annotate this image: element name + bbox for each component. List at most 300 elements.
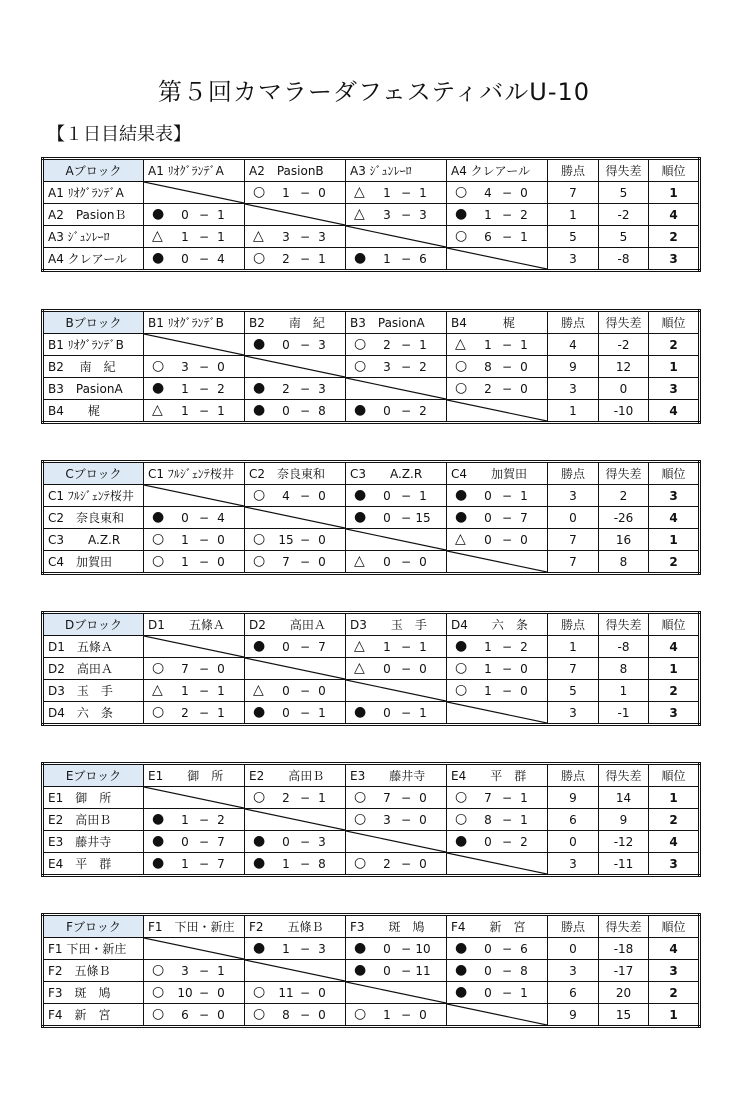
match-result-cell	[144, 551, 245, 574]
score-dash: −	[299, 857, 311, 871]
team-row-label: E3 藤井寺	[43, 831, 144, 853]
table-row	[43, 507, 700, 529]
score-against: 2	[520, 208, 528, 222]
block-table	[41, 762, 701, 877]
table-row	[43, 853, 700, 876]
team-row-label: E2 高田Ｂ	[43, 809, 144, 831]
score-dash: −	[400, 186, 412, 200]
score-against: 0	[217, 360, 225, 374]
score-dash: −	[198, 382, 210, 396]
match-result-cell	[245, 378, 346, 400]
result-symbol: △	[152, 228, 163, 244]
match-result-cell	[144, 809, 245, 831]
team-column-header: F2 五條Ｂ	[245, 915, 346, 938]
stat-column-header: 順位	[649, 764, 700, 787]
team-column-header: E3 藤井寺	[346, 764, 447, 787]
score-for: 2	[282, 382, 290, 396]
score-dash: −	[501, 942, 513, 956]
result-symbol: ●	[253, 940, 266, 956]
result-symbol: ○	[455, 184, 468, 200]
points-cell: 6	[548, 982, 599, 1004]
result-symbol: ○	[455, 811, 468, 827]
match-result-cell	[245, 182, 346, 204]
match-result-cell	[245, 787, 346, 809]
team-row-label: B1 ﾘｵｸﾞﾗﾝﾃﾞB	[43, 334, 144, 356]
points-cell: 5	[548, 226, 599, 248]
score-against: 4	[217, 511, 225, 525]
match-result-cell	[346, 658, 447, 680]
points-cell: 0	[548, 507, 599, 529]
score-dash: −	[198, 533, 210, 547]
result-symbol: ●	[253, 833, 266, 849]
score-dash: −	[501, 360, 513, 374]
score-for: 8	[484, 360, 492, 374]
rank-cell: 2	[649, 982, 700, 1004]
match-result-cell	[346, 809, 447, 831]
match-result-cell	[245, 982, 346, 1004]
result-symbol: ○	[253, 789, 266, 805]
match-result-cell	[144, 680, 245, 702]
result-symbol: ○	[455, 789, 468, 805]
score-for: 1	[484, 208, 492, 222]
team-row-label: F1 下田・新庄	[43, 938, 144, 960]
score-for: 6	[181, 1008, 189, 1022]
goal-diff-cell: -10	[599, 400, 649, 423]
score-dash: −	[299, 252, 311, 266]
score-for: 2	[383, 338, 391, 352]
rank-cell: 1	[649, 1004, 700, 1027]
match-result-cell	[144, 400, 245, 423]
block-label: Dブロック	[43, 613, 144, 636]
score-against: 1	[318, 252, 326, 266]
result-symbol: ●	[253, 402, 266, 418]
result-symbol: ●	[152, 833, 165, 849]
match-result-cell	[245, 334, 346, 356]
score-against: 15	[415, 511, 431, 525]
goal-diff-cell: 8	[599, 551, 649, 574]
score-for: 0	[383, 964, 391, 978]
score-against: 0	[520, 533, 528, 547]
self-match-cell	[447, 1004, 548, 1027]
match-result-cell	[447, 204, 548, 226]
score-dash: −	[299, 640, 311, 654]
score-dash: −	[198, 813, 210, 827]
score-for: 1	[484, 684, 492, 698]
score-against: 1	[419, 338, 427, 352]
team-column-header: B4 梶	[447, 311, 548, 334]
rank-cell: 1	[649, 658, 700, 680]
result-symbol: ○	[152, 531, 165, 547]
stat-column-header: 順位	[649, 462, 700, 485]
stat-column-header: 勝点	[548, 159, 599, 182]
match-result-cell	[144, 658, 245, 680]
points-cell: 7	[548, 182, 599, 204]
score-dash: −	[501, 640, 513, 654]
score-for: 0	[383, 942, 391, 956]
table-row	[43, 1004, 700, 1027]
result-symbol: ●	[455, 206, 468, 222]
match-result-cell	[245, 400, 346, 423]
score-for: 2	[383, 857, 391, 871]
score-for: 2	[484, 382, 492, 396]
match-result-cell	[245, 680, 346, 702]
self-match-cell	[346, 529, 447, 551]
result-symbol: ●	[455, 509, 468, 525]
match-result-cell	[447, 982, 548, 1004]
score-dash: −	[198, 360, 210, 374]
score-for: 0	[282, 404, 290, 418]
result-symbol: △	[354, 638, 365, 654]
goal-diff-cell: 15	[599, 1004, 649, 1027]
score-against: 0	[520, 186, 528, 200]
score-against: 0	[520, 382, 528, 396]
team-column-header: D3 玉 手	[346, 613, 447, 636]
team-row-label: E1 御 所	[43, 787, 144, 809]
score-for: 0	[484, 511, 492, 525]
score-dash: −	[501, 835, 513, 849]
self-match-cell	[447, 248, 548, 271]
result-symbol: △	[354, 206, 365, 222]
score-against: 2	[520, 640, 528, 654]
score-against: 1	[419, 186, 427, 200]
block-table	[41, 309, 701, 424]
score-dash: −	[400, 813, 412, 827]
score-for: 0	[282, 640, 290, 654]
match-result-cell	[346, 853, 447, 876]
result-symbol: ○	[253, 487, 266, 503]
result-symbol: ○	[455, 682, 468, 698]
score-against: 1	[217, 706, 225, 720]
score-dash: −	[299, 706, 311, 720]
rank-cell: 1	[649, 356, 700, 378]
result-symbol: ●	[354, 940, 367, 956]
goal-diff-cell: -2	[599, 334, 649, 356]
rank-cell: 4	[649, 938, 700, 960]
score-dash: −	[501, 662, 513, 676]
result-symbol: ●	[354, 402, 367, 418]
result-symbol: △	[455, 531, 466, 547]
result-symbol: ●	[152, 206, 165, 222]
score-against: 0	[318, 555, 326, 569]
match-result-cell	[144, 831, 245, 853]
result-symbol: ●	[152, 250, 165, 266]
match-result-cell	[447, 356, 548, 378]
score-for: 3	[282, 230, 290, 244]
team-column-header: C2 奈良東和	[245, 462, 346, 485]
score-against: 2	[217, 813, 225, 827]
points-cell: 7	[548, 529, 599, 551]
team-row-label: A1 ﾘｵｸﾞﾗﾝﾃﾞA	[43, 182, 144, 204]
result-symbol: ○	[354, 789, 367, 805]
score-against: 2	[419, 360, 427, 374]
score-dash: −	[400, 208, 412, 222]
stat-column-header: 順位	[649, 159, 700, 182]
score-for: 2	[282, 252, 290, 266]
score-against: 0	[318, 186, 326, 200]
team-column-header: D1 五條Ａ	[144, 613, 245, 636]
block-table	[41, 460, 701, 575]
team-row-label: A4 クレアール	[43, 248, 144, 271]
match-result-cell	[346, 938, 447, 960]
score-against: 1	[520, 489, 528, 503]
score-for: 1	[383, 640, 391, 654]
team-column-header: E2 高田Ｂ	[245, 764, 346, 787]
team-column-header: C1 ﾌﾙｼﾞｪﾝﾃ桜井	[144, 462, 245, 485]
score-dash: −	[400, 640, 412, 654]
score-against: 0	[318, 986, 326, 1000]
table-row	[43, 658, 700, 680]
score-against: 0	[217, 662, 225, 676]
points-cell: 3	[548, 248, 599, 271]
score-against: 0	[318, 1008, 326, 1022]
team-row-label: F3 斑 鳩	[43, 982, 144, 1004]
stat-column-header: 得失差	[599, 159, 649, 182]
block-header-row	[43, 462, 700, 485]
team-row-label: A2 PasionＢ	[43, 204, 144, 226]
score-for: 10	[177, 986, 193, 1000]
score-for: 0	[383, 662, 391, 676]
self-match-cell	[245, 356, 346, 378]
rank-cell: 2	[649, 334, 700, 356]
result-symbol: ○	[354, 358, 367, 374]
points-cell: 6	[548, 809, 599, 831]
team-column-header: A1 ﾘｵｸﾞﾗﾝﾃﾞA	[144, 159, 245, 182]
table-row	[43, 529, 700, 551]
score-dash: −	[198, 684, 210, 698]
team-column-header: F1 下田・新庄	[144, 915, 245, 938]
result-symbol: ○	[253, 553, 266, 569]
score-dash: −	[501, 382, 513, 396]
result-symbol: ●	[455, 638, 468, 654]
team-column-header: B1 ﾘｵｸﾞﾗﾝﾃﾞB	[144, 311, 245, 334]
result-symbol: ●	[152, 509, 165, 525]
goal-diff-cell: -17	[599, 960, 649, 982]
goal-diff-cell: 16	[599, 529, 649, 551]
result-symbol: △	[253, 682, 264, 698]
score-against: 6	[520, 942, 528, 956]
score-against: 1	[419, 640, 427, 654]
score-for: 1	[181, 382, 189, 396]
result-symbol: ○	[253, 250, 266, 266]
score-for: 1	[181, 533, 189, 547]
goal-diff-cell: 5	[599, 182, 649, 204]
match-result-cell	[245, 551, 346, 574]
result-symbol: ○	[253, 531, 266, 547]
score-dash: −	[299, 186, 311, 200]
team-column-header: E4 平 群	[447, 764, 548, 787]
rank-cell: 3	[649, 960, 700, 982]
score-dash: −	[198, 706, 210, 720]
score-against: 3	[318, 835, 326, 849]
points-cell: 9	[548, 1004, 599, 1027]
block-header-row	[43, 915, 700, 938]
result-symbol: ○	[152, 1006, 165, 1022]
score-against: 1	[318, 706, 326, 720]
stat-column-header: 得失差	[599, 915, 649, 938]
team-column-header: A4 クレアール	[447, 159, 548, 182]
stat-column-header: 順位	[649, 613, 700, 636]
self-match-cell	[245, 658, 346, 680]
rank-cell: 3	[649, 248, 700, 271]
score-for: 0	[383, 706, 391, 720]
goal-diff-cell: -2	[599, 204, 649, 226]
score-for: 0	[484, 489, 492, 503]
match-result-cell	[346, 248, 447, 271]
rank-cell: 3	[649, 378, 700, 400]
result-symbol: ○	[354, 855, 367, 871]
score-for: 0	[484, 942, 492, 956]
match-result-cell	[447, 938, 548, 960]
match-result-cell	[346, 485, 447, 507]
goal-diff-cell: 1	[599, 680, 649, 702]
score-against: 1	[419, 706, 427, 720]
score-against: 1	[419, 489, 427, 503]
score-against: 1	[217, 208, 225, 222]
points-cell: 7	[548, 658, 599, 680]
team-row-label: C4 加賀田	[43, 551, 144, 574]
score-for: 0	[181, 208, 189, 222]
result-symbol: ●	[455, 487, 468, 503]
score-dash: −	[299, 555, 311, 569]
score-for: 15	[278, 533, 294, 547]
score-for: 1	[181, 404, 189, 418]
score-dash: −	[299, 489, 311, 503]
score-dash: −	[299, 338, 311, 352]
points-cell: 3	[548, 378, 599, 400]
table-row	[43, 182, 700, 204]
table-row	[43, 551, 700, 574]
results-subtitle: 【１日目結果表】	[47, 124, 191, 145]
table-row	[43, 334, 700, 356]
score-for: 1	[484, 338, 492, 352]
score-against: 6	[419, 252, 427, 266]
team-column-header: B2 南 紀	[245, 311, 346, 334]
block-label: Eブロック	[43, 764, 144, 787]
block-table	[41, 913, 701, 1028]
team-column-header: A2 PasionB	[245, 159, 346, 182]
score-for: 7	[181, 662, 189, 676]
score-against: 1	[217, 684, 225, 698]
table-row	[43, 356, 700, 378]
score-against: 1	[520, 338, 528, 352]
block-label: Cブロック	[43, 462, 144, 485]
match-result-cell	[346, 960, 447, 982]
match-result-cell	[447, 334, 548, 356]
score-dash: −	[501, 230, 513, 244]
match-result-cell	[447, 960, 548, 982]
table-row	[43, 787, 700, 809]
score-against: 0	[419, 791, 427, 805]
goal-diff-cell: 0	[599, 378, 649, 400]
score-dash: −	[501, 791, 513, 805]
table-row	[43, 204, 700, 226]
score-against: 8	[520, 964, 528, 978]
score-against: 0	[318, 684, 326, 698]
team-column-header: F4 新 宮	[447, 915, 548, 938]
score-for: 0	[181, 835, 189, 849]
self-match-cell	[447, 400, 548, 423]
self-match-cell	[245, 809, 346, 831]
block-label: Aブロック	[43, 159, 144, 182]
result-symbol: ●	[354, 509, 367, 525]
score-for: 3	[383, 360, 391, 374]
table-row	[43, 809, 700, 831]
score-dash: −	[299, 791, 311, 805]
goal-diff-cell: 20	[599, 982, 649, 1004]
match-result-cell	[447, 182, 548, 204]
match-result-cell	[245, 529, 346, 551]
team-row-label: C3 A.Z.R	[43, 529, 144, 551]
match-result-cell	[245, 938, 346, 960]
team-column-header: D2 高田Ａ	[245, 613, 346, 636]
match-result-cell	[346, 182, 447, 204]
match-result-cell	[144, 248, 245, 271]
match-result-cell	[346, 787, 447, 809]
score-for: 7	[282, 555, 290, 569]
score-dash: −	[400, 511, 412, 525]
self-match-cell	[447, 853, 548, 876]
score-dash: −	[501, 986, 513, 1000]
goal-diff-cell: -18	[599, 938, 649, 960]
score-for: 1	[181, 813, 189, 827]
team-column-header: D4 六 条	[447, 613, 548, 636]
block-header-row	[43, 159, 700, 182]
score-against: 7	[217, 835, 225, 849]
score-for: 1	[383, 1008, 391, 1022]
score-against: 11	[415, 964, 431, 978]
score-for: 1	[282, 186, 290, 200]
stat-column-header: 勝点	[548, 311, 599, 334]
score-against: 0	[520, 662, 528, 676]
table-row	[43, 400, 700, 423]
table-row	[43, 982, 700, 1004]
rank-cell: 4	[649, 831, 700, 853]
stat-column-header: 勝点	[548, 613, 599, 636]
block-header-row	[43, 311, 700, 334]
score-dash: −	[198, 857, 210, 871]
goal-diff-cell: 8	[599, 658, 649, 680]
score-dash: −	[400, 404, 412, 418]
match-result-cell	[144, 982, 245, 1004]
table-row	[43, 226, 700, 248]
score-for: 0	[383, 489, 391, 503]
table-row	[43, 702, 700, 725]
score-for: 0	[383, 404, 391, 418]
score-for: 3	[383, 208, 391, 222]
team-column-header: E1 御 所	[144, 764, 245, 787]
score-dash: −	[501, 511, 513, 525]
stat-column-header: 勝点	[548, 915, 599, 938]
score-for: 0	[181, 252, 189, 266]
stat-column-header: 得失差	[599, 462, 649, 485]
score-against: 0	[419, 857, 427, 871]
score-against: 0	[419, 662, 427, 676]
score-against: 10	[415, 942, 431, 956]
score-dash: −	[299, 1008, 311, 1022]
result-symbol: △	[354, 553, 365, 569]
score-dash: −	[501, 489, 513, 503]
match-result-cell	[144, 960, 245, 982]
block-label: Bブロック	[43, 311, 144, 334]
match-result-cell	[144, 529, 245, 551]
score-dash: −	[400, 662, 412, 676]
rank-cell: 4	[649, 400, 700, 423]
goal-diff-cell: -8	[599, 248, 649, 271]
self-match-cell	[144, 485, 245, 507]
table-row	[43, 680, 700, 702]
score-against: 2	[520, 835, 528, 849]
score-dash: −	[400, 964, 412, 978]
